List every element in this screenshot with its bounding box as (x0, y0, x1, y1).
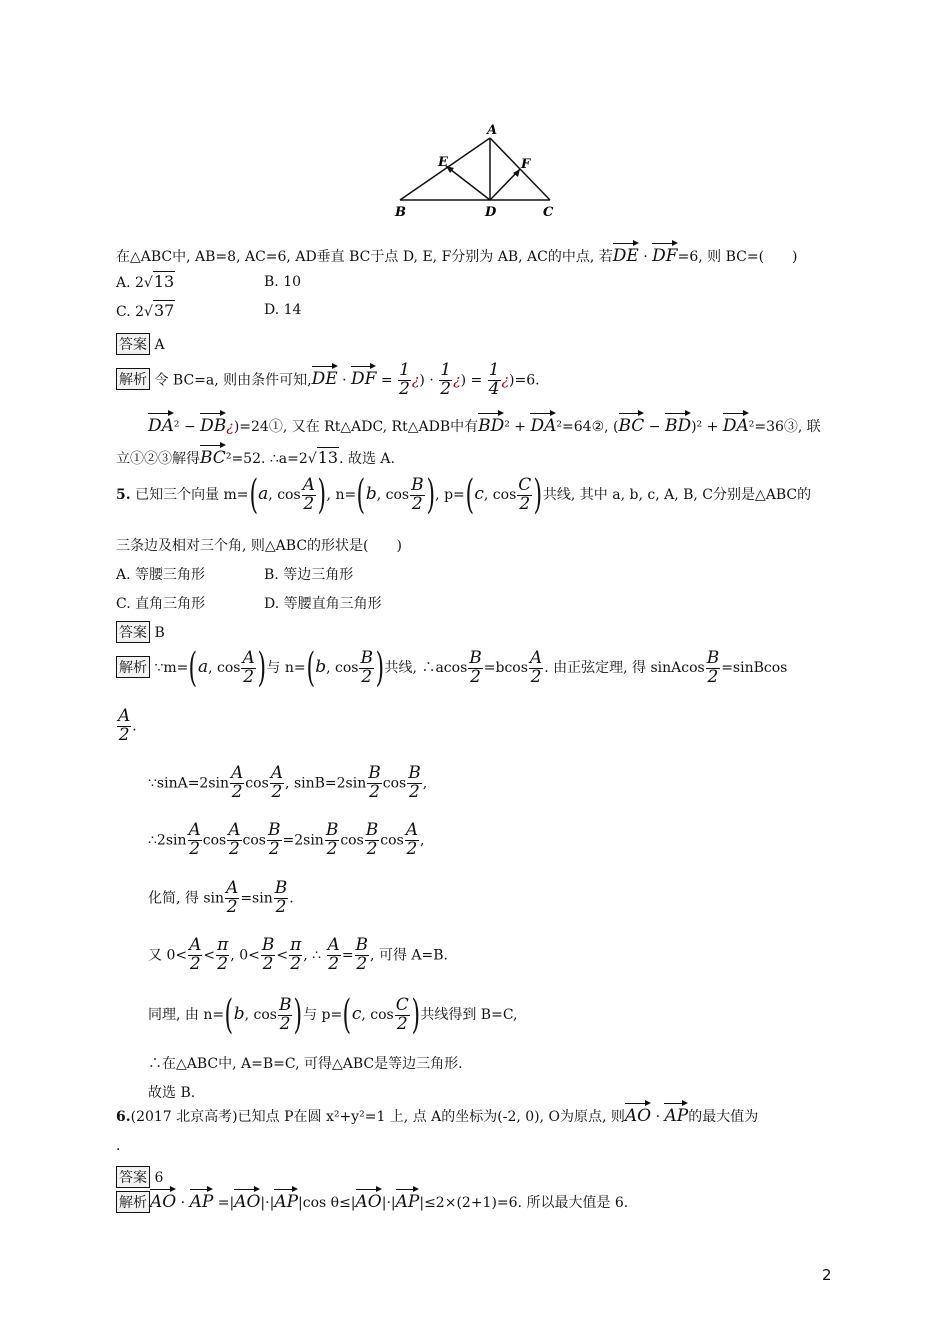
label-b: B (395, 205, 406, 220)
q6-stem-line-2: . (116, 1138, 121, 1154)
q5-option-d: D. 等腰直角三角形 (264, 596, 382, 612)
q5-analysis-line-5: 化简, 得 sin $\frac{A}{2}$ =sin $\frac{B}{2}$ . (148, 878, 294, 917)
q4-option-c: C. 2√37 (116, 301, 175, 320)
q5-stem-line-2: 三条边及相对三个角, 则△ABC的形状是( ) (116, 538, 402, 554)
q5-analysis-line-9: 故选 B. (148, 1085, 196, 1101)
label-a: A (487, 123, 498, 138)
q5-option-c: C. 直角三角形 (116, 596, 206, 612)
q5-analysis-line-7: 同理, 由 n=(b, cos $\frac{B}{2}$ )与 p=(c, cos $\frac{C}{2}$ )共线得到 B=C, (148, 992, 518, 1038)
q5-stem-line-1: 5. 已知三个向量 m=(a, cos $\frac{A}{2}$ ), n=(b, cos $\frac{B}{2}$ ), p=(c, cos $\frac{C}{2}$ )共线, 其中 a, b, c, A, B, C分别是△ABC的 (116, 472, 812, 518)
q4-answer: 答案 A (116, 333, 165, 355)
label-f: F (521, 157, 531, 172)
q4-analysis-line-2: DA² − DB¿)=24①, 又在 Rt△ADC, Rt△ADB中有BD² + DA²=64②, (BC − BD)² + DA²=36③, 联 (148, 410, 821, 436)
q4-analysis-line-3: 立①②③解得BC²=52. ∴a=2√13. 故选 A. (116, 442, 395, 468)
q5-option-b: B. 等边三角形 (264, 567, 354, 583)
q5-analysis-line-8: ∴在△ABC中, A=B=C, 可得△ABC是等边三角形. (148, 1056, 463, 1072)
q4-option-a: A. 2√13 (116, 272, 175, 291)
q4-analysis-line-1: 解析 令 BC=a, 则由条件可知,DE · DF = $\frac{1}{2}$ ¿) · $\frac{1}{2}$ ¿) = $\frac{1}{4}$ ¿)=6. (116, 362, 540, 399)
label-d: D (485, 205, 497, 220)
q6-stem: 6.(2017 北京高考)已知点 P在圆 x²+y²=1 上, 点 A的坐标为(-2, 0), O为原点, 则AO · AP的最大值为 (116, 1100, 758, 1126)
q6-analysis: 解析 AO · AP =|AO|·|AP|cos θ≤|AO|·|AP|≤2×(2+1)=6. 所以最大值是 6. (116, 1186, 628, 1213)
label-e: E (438, 155, 448, 170)
q5-analysis-line-2: $\frac{A}{2}$ . (118, 706, 137, 745)
q5-analysis-line-1: 解析 ∵m=(a, cos $\frac{A}{2}$ )与 n=(b, cos $\frac{B}{2}$ )共线, ∴acos $\frac{B}{2}$ =bcos $\frac{A}{2}$ . 由正弦定理, 得 sinAcos $\frac{B}{2}$ =sinBcos (116, 648, 787, 688)
q5-analysis-line-3: ∵sinA=2sin $\frac{A}{2}$ cos $\frac{A}{2}$ , sinB=2sin $\frac{B}{2}$ cos $\frac{B}{2}$ , (148, 763, 428, 802)
q4-option-b: B. 10 (264, 274, 302, 290)
label-c: C (543, 205, 554, 220)
q5-analysis-line-6: 又 0< $\frac{A}{2}$ < $\frac{\pi}{2}$ , 0< $\frac{B}{2}$ < $\frac{\pi}{2}$ , ∴ $\frac{A}{2}$ = $\frac{B}{2}$ , 可得 A=B. (148, 935, 448, 974)
q4-stem: 在△ABC中, AB=8, AC=6, AD垂直 BC于点 D, E, F分别为 AB, AC的中点, 若DE · DF=6, 则 BC=( ) (116, 240, 798, 266)
q5-answer: 答案 B (116, 621, 165, 643)
page-number: 2 (822, 1266, 832, 1284)
triangle-figure (390, 120, 560, 220)
q5-analysis-line-4: ∴2sin $\frac{A}{2}$ cos $\frac{A}{2}$ cos $\frac{B}{2}$ =2sin $\frac{B}{2}$ cos $\frac{B}{2}$ cos $\frac{A}{2}$ , (148, 820, 425, 859)
q4-option-d: D. 14 (264, 302, 302, 318)
q5-option-a: A. 等腰三角形 (116, 567, 206, 583)
q6-answer: 答案 6 (116, 1166, 163, 1188)
